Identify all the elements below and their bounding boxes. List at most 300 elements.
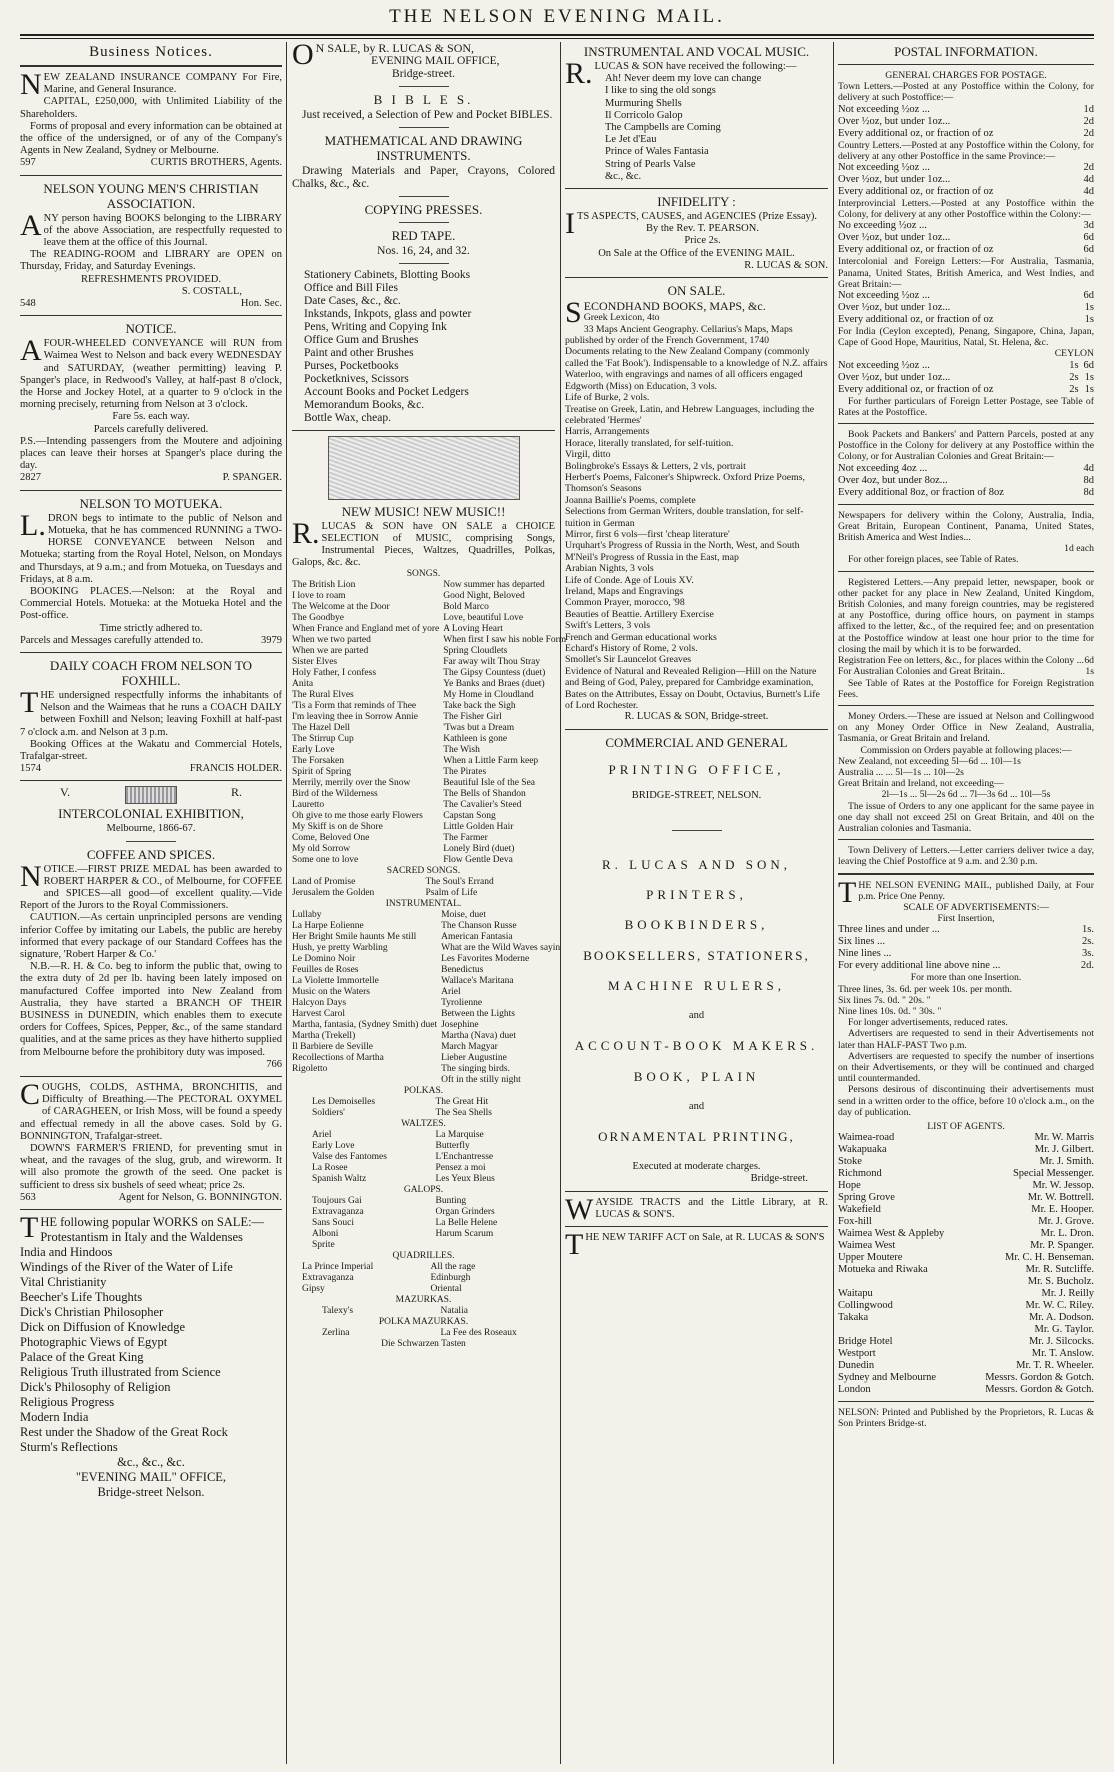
- rate-row-cell: 1s: [1084, 302, 1094, 314]
- song-item: Good Night, Beloved: [443, 591, 525, 601]
- printing-p6: BOOK, PLAIN: [633, 1068, 760, 1084]
- song-item: Little Golden Hair: [443, 822, 514, 832]
- reg-fee-val: 6d: [1084, 655, 1094, 667]
- divider: [399, 263, 449, 264]
- rate-row-cell: 1s: [1084, 383, 1094, 395]
- agent-row-cell: Waitapu: [838, 1288, 873, 1300]
- agent-row-cell: Messrs. Gordon & Gotch.: [985, 1372, 1094, 1384]
- instrumental-item: What are the Wild Waves sayin: [441, 943, 561, 953]
- agent-row-cell: Messrs. Gordon & Gotch.: [985, 1384, 1094, 1396]
- nzic-title: NEW ZEALAND INSURANCE COMPANY For Fire, Marine, and General Insurance.: [20, 68, 282, 101]
- works-item: Palace of the Great King: [20, 1350, 144, 1365]
- rate-row-cell: 6d: [1083, 359, 1094, 371]
- divider: [20, 652, 282, 653]
- song-item: Oh give to me those early Flowers: [292, 811, 423, 821]
- song-item: Bold Marco: [443, 602, 489, 612]
- waltz-item: La Rosee: [312, 1163, 348, 1173]
- stationery-item: Office Gum and Brushes: [304, 334, 419, 346]
- agent-row: [838, 1204, 1094, 1216]
- instr-vocal-item: The Campbells are Coming: [605, 122, 721, 134]
- song-item: When we two parted: [292, 635, 371, 645]
- instr-vocal-item: Murmuring Shells: [605, 97, 682, 109]
- galop-item: Harum Scarum: [435, 1229, 494, 1239]
- rate-row-cell: Every additional 8oz, or fraction of 8oz: [838, 486, 1004, 498]
- song-item: The Forsaken: [292, 756, 344, 766]
- coach-sign-row: [20, 763, 282, 775]
- waltz-item: Butterfly: [435, 1141, 470, 1151]
- coffee-title: COFFEE AND SPICES.: [86, 846, 216, 862]
- expo-v: V.: [60, 785, 71, 800]
- postal-further: For further particulars of Foreign Letter Postage, see Table of Rates at the Postoffice.: [838, 395, 1094, 418]
- agent-row: [838, 1360, 1094, 1372]
- sacred-item: Psalm of Life: [425, 888, 478, 898]
- rate-row-cell: Not exceeding ½oz ...: [838, 162, 930, 174]
- agent-row-cell: Mr. R. Sutcliffe.: [1025, 1264, 1094, 1276]
- nzic-body: Forms of proposal and every information can be obtained at the office of the undersigned, or of any of the Company's Agents in New Zealand, Sydney or Melbourne.: [20, 120, 282, 157]
- divider: [838, 873, 1094, 875]
- agent-row-cell: Sydney and Melbourne: [838, 1372, 936, 1384]
- polka-item: Soldiers': [312, 1108, 345, 1118]
- rate-row-cell: 4d: [1083, 174, 1094, 186]
- works-etc: &c., &c., &c.: [117, 1455, 185, 1470]
- agent-row: [838, 1168, 1094, 1180]
- agent-row-cell: Dunedin: [838, 1360, 875, 1372]
- agent-row-cell: Mr. P. Spanger.: [1030, 1240, 1094, 1252]
- instrumental-item: American Fantasia: [441, 932, 513, 942]
- instrumental-item: Rigoletto: [292, 1064, 328, 1074]
- divider: [20, 490, 282, 491]
- infidelity-title: INFIDELITY :: [657, 194, 736, 210]
- rate-row: [838, 220, 1094, 232]
- ad-rate-row-cell: 2d.: [1080, 960, 1094, 972]
- song-item: My Home in Cloudland: [443, 690, 534, 700]
- works-item: Vital Christianity: [20, 1275, 107, 1290]
- divider: [292, 430, 555, 431]
- notice-sign-row: [20, 472, 282, 484]
- instrumental-item: Wallace's Maritana: [441, 976, 514, 986]
- mazurkas-grid: [292, 1306, 555, 1317]
- rate-row: [838, 244, 1094, 256]
- top-rule: [20, 34, 1094, 39]
- instrumental-item: Le Domino Noir: [292, 954, 356, 964]
- song-item: Capstan Song: [443, 811, 496, 821]
- secondhand-item: Treatise on Greek, Latin, and Hebrew Languages, including the celebrated 'Hermes': [565, 403, 815, 426]
- rate-row-cell: 8d: [1083, 474, 1094, 486]
- ymca-sign-row: [20, 298, 282, 310]
- divider: [565, 1226, 828, 1227]
- stationery-item: Paint and other Brushes: [304, 347, 414, 359]
- works-item: India and Hindoos: [20, 1245, 113, 1260]
- multi-rate-item: Three lines, 3s. 6d. per week 10s. per month.: [838, 983, 1013, 995]
- instrumental-item: Oft in the stilly night: [441, 1075, 521, 1085]
- motueka-parcels: Parcels and Messages carefully attended to.: [20, 634, 204, 646]
- instrumental-item: Recollections of Martha: [292, 1053, 384, 1063]
- instr-vocal-item: String of Pearls Valse: [605, 158, 696, 170]
- comm-gb: Great Britain and Ireland, not exceeding—: [838, 778, 1004, 790]
- divider: [126, 841, 176, 842]
- galop-item: Bunting: [435, 1196, 467, 1206]
- rate-row-cell: Over ½oz, but under 1oz...: [838, 232, 951, 244]
- rate-row-cell: Not exceeding 4oz ...: [838, 462, 928, 474]
- redtape-title: RED TAPE.: [391, 228, 456, 243]
- agent-row-cell: Mr. W. Bottrell.: [1027, 1192, 1094, 1204]
- stationery-item: Stationery Cabinets, Blotting Books: [304, 269, 471, 281]
- instr-vocal-item: Prince of Wales Fantasia: [605, 146, 709, 158]
- secondhand-item: Bolingbroke's Essays & Letters, 2 vls, portrait: [565, 460, 746, 472]
- packet-rates-table: [838, 463, 1094, 499]
- song-item: Flow Gentle Deva: [443, 855, 513, 865]
- agent-row-cell: [838, 1324, 965, 1336]
- secondhand-item: Arabian Nights, 3 vols: [565, 563, 654, 575]
- galops-heading: GALOPS.: [403, 1185, 444, 1195]
- song-item: The Gipsy Countess (duet): [443, 668, 546, 678]
- instrumental-item: Josephine: [441, 1020, 479, 1030]
- nzic-num: 597: [20, 157, 36, 169]
- agent-row-cell: Waimea-road: [838, 1132, 895, 1144]
- expo-r: R.: [230, 785, 242, 800]
- quadrille-item: Extravaganza: [302, 1273, 354, 1283]
- rate-row-cell: Not exceeding ½oz ...: [838, 290, 930, 302]
- song-item: The Goodbye: [292, 613, 344, 623]
- song-item: Ye Banks and Braes (duet): [443, 679, 545, 689]
- postal-general: GENERAL CHARGES FOR POSTAGE.: [885, 70, 1047, 81]
- motueka-booking: BOOKING PLACES.—Nelson: at the Royal and Commercial Hotels. Motueka: at the Motueka Hotel and the Post-office.: [20, 585, 282, 622]
- paper-more: For more than one Insertion.: [910, 972, 1022, 984]
- reg-aus: For Australian Colonies and Great Britain..: [838, 666, 1006, 678]
- ymca-num: 548: [20, 298, 36, 310]
- quadrille-item: Edinburgh: [430, 1273, 471, 1283]
- secondhand-item: Greek Lexicon, 4to: [583, 312, 660, 324]
- divider: [838, 64, 1094, 65]
- stationery-list: [292, 269, 555, 425]
- songs-heading: SONGS.: [406, 569, 441, 579]
- quadrille-item: Oriental: [430, 1284, 462, 1294]
- agent-row-cell: Mr. J. Silcocks.: [1028, 1336, 1094, 1348]
- agent-row-cell: Mr. J. Reilly: [1041, 1288, 1094, 1300]
- secondhand-item: Common Prayer, morocco, '98: [565, 597, 685, 609]
- nzic-sign-row: [20, 157, 282, 169]
- paper-scale: SCALE OF ADVERTISEMENTS:—: [903, 901, 1050, 913]
- printing-p2: BOOKBINDERS,: [624, 917, 769, 933]
- music-body: R.LUCAS & SON have ON SALE a CHOICE SELECTION of MUSIC, comprising Songs, Instrumental Pieces, Waltzes, Quadrilles, Polkas, Galops, &c. &c.: [292, 517, 555, 568]
- ad-rate-row: [838, 924, 1094, 936]
- onsale-line3: Bridge-street.: [392, 68, 455, 80]
- country-rates-table: [838, 162, 1094, 198]
- song-item: Bird of the Wilderness: [292, 789, 378, 799]
- rate-row-cell: Not exceeding ½oz ...: [838, 359, 930, 371]
- agent-row: [838, 1384, 1094, 1396]
- instrumental-item: Tyrolienne: [441, 998, 483, 1008]
- instrumental-item: March Magyar: [441, 1042, 498, 1052]
- agent-row-cell: Mr. G. Taylor.: [1034, 1324, 1094, 1336]
- secondhand-item: Waterloo, with engravings and names of all officers engaged: [565, 369, 803, 381]
- agent-row-cell: Wakefield: [838, 1204, 881, 1216]
- notice-title: NOTICE.: [125, 321, 177, 337]
- india-rates-table: [838, 360, 1094, 396]
- coach-body: THE undersigned respectfully informs the inhabitants of Nelson and the Waimeas that he runs a COACH DAILY between Foxhill and Nelson; leaving Foxhill at half-past 7 o'clock a.m. and Nelson at 3 p.m.: [20, 685, 282, 738]
- column-divider: [833, 42, 834, 1764]
- notice-parcels: Parcels carefully delivered.: [93, 423, 209, 435]
- stationery-item: Account Books and Pocket Ledgers: [304, 386, 469, 398]
- agent-row: [838, 1264, 1094, 1276]
- song-item: My old Sorrow: [292, 844, 351, 854]
- rate-row: [838, 302, 1094, 314]
- works-footer2: Bridge-street Nelson.: [97, 1485, 205, 1500]
- copying-title: COPYING PRESSES.: [364, 202, 483, 217]
- instrumental-item: Martha (Nava) duet: [441, 1031, 517, 1041]
- quadrille-item: La Prince Imperial: [302, 1262, 374, 1272]
- stationery-item: Date Cases, &c., &c.: [304, 295, 401, 307]
- agent-row-cell: Spring Grove: [838, 1192, 895, 1204]
- postal-commission: Commission on Orders payable at following places:—: [860, 744, 1072, 756]
- divider: [565, 188, 828, 189]
- paper-longer: For longer advertisements, reduced rates.: [848, 1017, 1008, 1029]
- column-1: [20, 42, 282, 1764]
- math-title: MATHEMATICAL AND DRAWING INSTRUMENTS.: [324, 133, 523, 163]
- math-body: Drawing Materials and Paper, Crayons, Colored Chalks, &c., &c.: [292, 165, 555, 190]
- ymca-refresh: REFRESHMENTS PROVIDED.: [80, 273, 222, 285]
- songs-grid: [292, 580, 567, 866]
- quadrille-item: All the rage: [430, 1262, 476, 1272]
- song-item: When France and England met of yore: [292, 624, 440, 634]
- divider: [838, 705, 1094, 706]
- works-item: Dick on Diffusion of Knowledge: [20, 1320, 186, 1335]
- postal-money: Money Orders.—These are issued at Nelson and Collingwood on any Money Order Office in New Zealand, Australia, Tasmania, or Great Britain and Ireland.: [838, 710, 1094, 745]
- agent-row-cell: Richmond: [838, 1168, 882, 1180]
- works-item: Religious Progress: [20, 1395, 115, 1410]
- agent-row-cell: Waimea West: [838, 1240, 896, 1252]
- instrumental-item: The singing birds.: [441, 1064, 510, 1074]
- rate-row-cell: 1s: [1084, 371, 1094, 383]
- agents-heading: LIST OF AGENTS.: [927, 1121, 1005, 1132]
- sacred-heading: SACRED SONGS.: [386, 866, 461, 876]
- song-item: Spring Cloudlets: [443, 646, 508, 656]
- notice-ps: P.S.—Intending passengers from the Moutere and adjoining places can leave their horses at Spanger's place during the day.: [20, 435, 282, 472]
- agent-row-cell: Takaka: [838, 1312, 869, 1324]
- ad-rate-row-cell: Three lines and under ...: [838, 924, 940, 936]
- stationery-item: Pocketknives, Scissors: [304, 373, 409, 385]
- coffee-nb: N.B.—R. H. & Co. beg to inform the public that, owing to the extra duty of 2d per lb. having been lately imposed on manufactured Coffee imported into New Zealand from Australia, they have started a BRANCH OF THEIR BUSINESS in DUNEDIN, which enables them to execute orders for Coffees, Spices, Pepper, &c., of the same standard qualities, and at the same prices as they have hitherto supplied from Melbourne before the prohibitory duty was imposed.: [20, 961, 282, 1058]
- works-item: Dick's Christian Philosopher: [20, 1305, 164, 1320]
- ad-rate-row-cell: 3s.: [1082, 948, 1094, 960]
- agent-row-cell: Motueka and Riwaka: [838, 1264, 928, 1276]
- rate-row: [838, 463, 1094, 475]
- song-item: Some one to love: [292, 855, 359, 865]
- song-item: Spirit of Spring: [292, 767, 352, 777]
- rate-row: [838, 174, 1094, 186]
- rate-row-cell: Over ½oz, but under 1oz...: [838, 302, 951, 314]
- music-engraving-image: [328, 436, 520, 500]
- comm-aus: Australia ... ... 5l—1s ... 10l—2s: [838, 766, 964, 778]
- rate-row-cell: Over ½oz, but under 1oz...: [838, 115, 951, 127]
- instrumental-item: Martha, fantasia, (Sydney Smith) duet: [292, 1020, 438, 1030]
- agent-row-cell: Collingwood: [838, 1300, 893, 1312]
- ad-rate-row-cell: Six lines ...: [838, 936, 885, 948]
- instrumental-item: Les Favorites Moderne: [441, 954, 530, 964]
- agent-row: [838, 1252, 1094, 1264]
- song-item: Lonely Bird (duet): [443, 844, 515, 854]
- agent-row: [838, 1372, 1094, 1384]
- instr-vocal-item: &c., &c.: [605, 170, 642, 182]
- polka-item: The Sea Shells: [435, 1108, 492, 1118]
- divider: [399, 127, 449, 128]
- secondhand-item: Joanna Baillie's Poems, complete: [565, 494, 696, 506]
- song-item: Sister Elves: [292, 657, 338, 667]
- divider: [838, 571, 1094, 572]
- song-item: My Skiff is on de Shore: [292, 822, 383, 832]
- rate-row: [838, 232, 1094, 244]
- postal-inter: Interprovincial Letters.—Posted at any Postoffice within the Colony, for delivery at any other Postoffice within the Colony:—: [838, 198, 1094, 221]
- works-item: Religious Truth illustrated from Science: [20, 1365, 221, 1380]
- song-item: When we are parted: [292, 646, 369, 656]
- sacred-grid: [292, 877, 555, 899]
- comm-nz: New Zealand, not exceeding 5l—6d ... 10l—1s: [838, 755, 1021, 767]
- works-item: Rest under the Shadow of the Great Rock: [20, 1425, 228, 1440]
- song-item: A Loving Heart: [443, 624, 503, 634]
- waltz-item: L'Enchantresse: [435, 1152, 494, 1162]
- polka-maz-grid: [292, 1328, 555, 1339]
- secondhand-item: M'Neil's Progress of Russia in the East, map: [565, 551, 739, 563]
- column-3: [565, 42, 828, 1764]
- ad-rate-row-cell: 2s.: [1082, 936, 1094, 948]
- divider: [20, 1209, 282, 1210]
- instrumental-item: Lullaby: [292, 910, 322, 920]
- quad-heading: QUADRILLES.: [392, 1251, 455, 1261]
- divider: [399, 86, 449, 87]
- works-item: Beecher's Life Thoughts: [20, 1290, 143, 1305]
- instr-vocal-item: Le Jet d'Eau: [605, 134, 657, 146]
- secondhand-item: Selections from German Writers, double translation, for self-tuition in German: [565, 506, 804, 529]
- coughs-body: COUGHS, COLDS, ASTHMA, BRONCHITIS, and Difficulty of Breathing.—The PECTORAL OXYMEL of CARAGHEEN, or Irish Moss, will be found a speedy and effectual remedy in all the above cases. Sold by G. BONNINGTON, Trafalgar-street.: [20, 1078, 282, 1142]
- waltz-item: Early Love: [312, 1141, 355, 1151]
- rate-row: [838, 372, 1094, 384]
- reg-aus-row: [838, 666, 1094, 677]
- ymca-title: NELSON YOUNG MEN'S CHRISTIAN ASSOCIATION.: [43, 180, 259, 211]
- motueka-num: 3979: [261, 634, 282, 646]
- instrumental-item: Martha (Trekell): [292, 1031, 356, 1041]
- printing-p3: BOOKSELLERS, STATIONERS,: [583, 947, 810, 963]
- agent-row-cell: Upper Moutere: [838, 1252, 903, 1264]
- stationery-item: Inkstands, Inkpots, glass and powter: [304, 308, 472, 320]
- agent-row: [838, 1312, 1094, 1324]
- song-item: The Welcome at the Door: [292, 602, 390, 612]
- instrumental-item: Il Barbiere de Seville: [292, 1042, 373, 1052]
- ad-rates-table: [838, 924, 1094, 972]
- agent-row: [838, 1156, 1094, 1168]
- divider: [565, 729, 828, 730]
- motueka-time: Time strictly adhered to.: [99, 622, 203, 634]
- rate-row-cell: Not exceeding ½oz ...: [838, 103, 930, 115]
- sacred-item: Jerusalem the Golden: [292, 888, 375, 898]
- column-divider: [560, 42, 561, 1764]
- ymca-body1: ANY person having BOOKS belonging to the LIBRARY of the above Association, are respectfully requested to leave them at the office of this Journal.: [20, 208, 282, 249]
- coffee-num: 766: [266, 1058, 282, 1070]
- instrumental-item: Moise, duet: [441, 910, 486, 920]
- instrumental-item: Her Bright Smile haunts Me still: [292, 932, 417, 942]
- ad-rate-row: [838, 948, 1094, 960]
- rate-row: [838, 360, 1094, 372]
- song-item: Beautiful Isle of the Sea: [443, 778, 536, 788]
- printing-exec: Executed at moderate charges.: [632, 1161, 761, 1173]
- rate-row-cell: Every additional oz, or fraction of oz: [838, 244, 994, 256]
- instrumental-item: Between the Lights: [441, 1009, 515, 1019]
- ymca-body2: The READING-ROOM and LIBRARY are OPEN on Thursday, Friday, and Saturday Evenings.: [20, 249, 282, 273]
- rate-row-cell: 1d: [1083, 103, 1094, 115]
- nzic-sign: CURTIS BROTHERS, Agents.: [150, 157, 282, 169]
- printing-and2: and: [688, 1100, 705, 1112]
- secondhand-item: Harris, Arrangements: [565, 426, 650, 438]
- instrumental-item: Harvest Carol: [292, 1009, 346, 1019]
- instr-heading: INSTRUMENTAL.: [385, 899, 462, 909]
- agent-row: [838, 1276, 1094, 1288]
- divider: [565, 277, 828, 278]
- column-2: [292, 38, 567, 1764]
- polka-mazurka-item: La Fee des Roseaux: [440, 1328, 517, 1338]
- rate-row-cell: 2s: [1069, 383, 1079, 395]
- coffee-caution: CAUTION.—As certain unprincipled persons are vending inferior Coffee by imitating our Labels, the public are hereby informed that every package of our Standard Coffees has the signature, 'Robert Harper & Co.': [20, 912, 282, 960]
- printing-line2: PRINTING OFFICE,: [608, 761, 785, 777]
- agent-row-cell: Fox-hill: [838, 1216, 872, 1228]
- galop-item: Sprite: [312, 1240, 335, 1250]
- divider: [838, 423, 1094, 424]
- galop-item: Alboni: [312, 1229, 339, 1239]
- printing-p1: PRINTERS,: [646, 887, 747, 903]
- secondhand-item: Documents relating to the New Zealand Company (commonly called the 'Fat Book'). Indispensable to a knowledge of N.Z. affairs: [565, 346, 828, 369]
- agent-row-cell: Mr. W. Marris: [1034, 1132, 1094, 1144]
- waltz-item: Les Yeux Bleus: [435, 1174, 495, 1184]
- agent-row-cell: Mr. A. Dodson.: [1028, 1312, 1094, 1324]
- rate-row: [838, 384, 1094, 396]
- rate-row: [838, 104, 1094, 116]
- waltz-item: Pensez a moi: [435, 1163, 486, 1173]
- song-item: 'Twas but a Dream: [443, 723, 515, 733]
- secondhand-item: Evidence of Natural and Revealed Religion—Hill on the Nature and Being of God, Paley, prepared for Cambridge examination, Bates on the Attributes, Essay on Doubt, Octavius, Burnett's Life of Lord Rochester.: [565, 665, 820, 712]
- expo-title: INTERCOLONIAL EXHIBITION,: [58, 806, 244, 822]
- divider: [399, 196, 449, 197]
- masthead: THE NELSON EVENING MAIL.: [389, 6, 725, 27]
- agent-row-cell: Hope: [838, 1180, 861, 1192]
- song-item: The Hazel Dell: [292, 723, 351, 733]
- rate-row-cell: 2d: [1083, 127, 1094, 139]
- coach-num: 1574: [20, 763, 41, 775]
- galop-item: La Belle Helene: [435, 1218, 498, 1228]
- song-item: I love to roam: [292, 591, 346, 601]
- song-item: Take back the Sigh: [443, 701, 516, 711]
- galop-item: Sans Souci: [312, 1218, 354, 1228]
- instrumental-item: Lieber Augustine: [441, 1053, 507, 1063]
- quadrille-item: Gipsy: [302, 1284, 325, 1294]
- mazurkas-heading: MAZURKAS.: [395, 1295, 452, 1305]
- rate-row-cell: Every additional oz, or fraction of oz: [838, 186, 994, 198]
- motueka-title: NELSON TO MOTUEKA.: [79, 495, 223, 511]
- imprint: NELSON: Printed and Published by the Proprietors, R. Lucas & Son Printers Bridge-st.: [838, 1407, 1094, 1430]
- rate-row: [838, 314, 1094, 326]
- rate-row-cell: 3d: [1083, 220, 1094, 232]
- instrumental-item: [292, 1075, 437, 1086]
- song-item: The Bells of Shandon: [443, 789, 526, 799]
- rate-row-cell: 1s: [1084, 314, 1094, 326]
- divider: [20, 175, 282, 176]
- agent-row: [838, 1192, 1094, 1204]
- stationery-item: Bottle Wax, cheap.: [304, 412, 392, 424]
- postal-country: Country Letters.—Posted at any Postoffice within the Colony, for delivery at any other Postoffice in the same Province:—: [838, 139, 1094, 162]
- paper-req3: Persons desirous of discontinuing their advertisements must send in a written order to the office, before 10 o'clock a.m., on the day of publication.: [838, 1084, 1094, 1118]
- mazurka-item: Talexy's: [322, 1306, 354, 1316]
- paper-req2: Advertisers are requested to specify the number of insertions on their Advertisements, or they will be continued and charged until countermanded.: [838, 1050, 1094, 1085]
- song-item: Holy Father, I confess: [292, 668, 377, 678]
- divider: [838, 839, 1094, 840]
- paper-first: First Insertion,: [937, 913, 995, 925]
